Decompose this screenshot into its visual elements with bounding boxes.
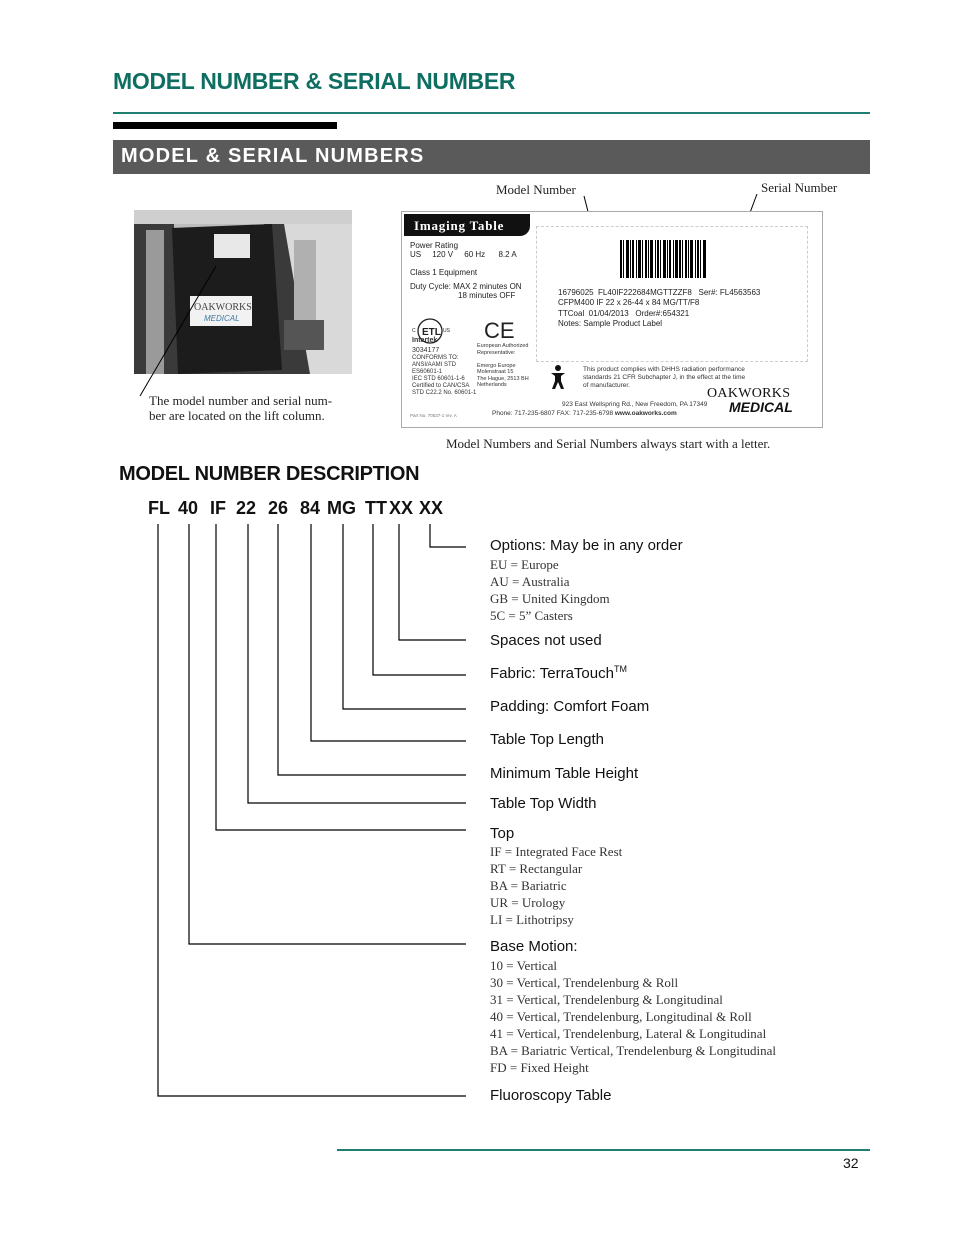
conforms-line: CONFORMS TO: [412, 355, 459, 361]
label-order-line: TTCoal 01/04/2013 Order#:654321 [558, 309, 690, 318]
svg-text:OAKWORKS: OAKWORKS [194, 302, 252, 313]
base-motion-item: FD = Fixed Height [490, 1060, 589, 1075]
eu-rep-line: Netherlands [477, 382, 507, 388]
code-segment-spaces: XX [389, 498, 414, 518]
top-item: BA = Bariatric [490, 878, 567, 893]
page-title: MODEL NUMBER & SERIAL NUMBER [113, 68, 516, 94]
eu-rep-line: Representative: [477, 349, 516, 356]
label-phone-text: Phone: 717-235-6807 FAX: 717-235-6798 [492, 410, 615, 417]
base-motion-item: 41 = Vertical, Trendelenburg, Lateral & Longitudinal [490, 1026, 767, 1041]
base-motion-item: 10 = Vertical [490, 958, 558, 973]
code-segment-length: 84 [300, 498, 321, 518]
top-width-label: Table Top Width [490, 795, 597, 812]
code-segment-base: 40 [178, 498, 199, 518]
code-segment-padding: MG [327, 498, 356, 518]
min-height-label: Minimum Table Height [490, 765, 639, 782]
top-item: UR = Urology [490, 895, 566, 910]
photo-caption-line-2: ber are located on the lift column. [149, 408, 325, 423]
label-address: 923 East Wellspring Rd., New Freedom, PA 17349 [562, 401, 708, 408]
model-number-callout: Model Number [496, 182, 576, 197]
fluoroscopy-label: Fluoroscopy Table [490, 1087, 612, 1104]
svg-text:CE: CE [484, 318, 515, 343]
power-rating-values: US 120 V 60 Hz 8.2 A [410, 250, 517, 259]
top-list [490, 843, 622, 928]
top-item: LI = Lithotripsy [490, 912, 574, 927]
figure-bottom-caption: Model Numbers and Serial Numbers always start with a letter. [446, 436, 771, 451]
options-item: GB = United Kingdom [490, 591, 610, 606]
base-motion-item: 31 = Vertical, Trendelenburg & Longitudinal [490, 992, 723, 1007]
trademark-mark: TM [613, 664, 627, 674]
duty-cycle-on: Duty Cycle: MAX 2 minutes ON [410, 282, 522, 291]
duty-cycle-off: 18 minutes OFF [458, 291, 516, 300]
options-list [490, 556, 610, 624]
logo-oakworks: OAKWORKS [707, 386, 791, 401]
description-heading: MODEL NUMBER DESCRIPTION [119, 463, 420, 485]
top-item: RT = Rectangular [490, 861, 583, 876]
label-header: Imaging Table [414, 218, 505, 233]
code-segment-height: 26 [268, 498, 289, 518]
dhhs-line: of manufacturer. [583, 382, 630, 389]
photo-caption-line-1: The model number and serial num- [149, 393, 333, 408]
serial-number-callout: Serial Number [761, 180, 838, 195]
intertek-label: Intertek [412, 337, 438, 344]
base-motion-item: BA = Bariatric Vertical, Trendelenburg & Longitudinal [490, 1043, 776, 1058]
svg-text:US: US [443, 328, 450, 334]
intertek-number: 3034177 [412, 347, 440, 354]
power-rating-label: Power Rating [410, 241, 459, 250]
code-segment-fl: FL [148, 498, 170, 518]
dhhs-line: This product complies with DHHS radiation performance [583, 366, 745, 373]
dhhs-line: standards 21 CFR Subchapter J, in the effect at the time [583, 374, 746, 381]
section-banner-label: MODEL & SERIAL NUMBERS [121, 145, 425, 167]
fabric-row [490, 664, 627, 682]
code-segment-top: IF [210, 498, 226, 518]
page-number: 32 [843, 1155, 859, 1171]
options-item: AU = Australia [490, 574, 570, 589]
label-notes-line: Notes: Sample Product Label [558, 319, 663, 328]
label-part-number: Part No. 70537-1 rev. A [410, 413, 457, 418]
options-label: Options: May be in any order [490, 537, 683, 554]
base-motion-label: Base Motion: [490, 938, 578, 955]
label-cfpm-line: CFPM400 IF 22 x 26-44 x 84 MG/TT/F8 [558, 298, 700, 307]
conforms-line: STD C22.2 No. 60601-1 [412, 390, 477, 396]
svg-text:C: C [412, 328, 416, 334]
code-segment-options: XX [419, 498, 444, 518]
conforms-line: ANSI/AAMI STD [412, 362, 457, 368]
options-item: EU = Europe [490, 557, 559, 572]
label-website: www.oakworks.com [614, 410, 677, 417]
class-equipment: Class 1 Equipment [410, 268, 478, 277]
svg-text:ETL: ETL [422, 327, 441, 338]
conforms-line: IEC STD 60601-1-6 [412, 376, 465, 382]
logo-medical: MEDICAL [729, 399, 793, 415]
eu-rep-line: European Authorized [477, 343, 529, 349]
eu-rep-line: The Hague, 2513 BH [477, 375, 529, 382]
base-motion-list [490, 957, 776, 1076]
code-segment-fabric: TT [365, 498, 387, 518]
footer-rule [337, 1149, 870, 1151]
conforms-line: Certified to CAN/CSA [412, 383, 470, 389]
label-model-line: 16796025 FL40IF222684MGTTZZF8 Ser#: FL4563563 [558, 288, 761, 297]
options-item: 5C = 5” Casters [490, 608, 573, 623]
conforms-line: ES60601-1 [412, 369, 443, 375]
fabric-label: Fabric: TerraTouch [490, 665, 614, 682]
base-motion-item: 30 = Vertical, Trendelenburg & Roll [490, 975, 679, 990]
eu-rep-line: Emergo Europe [477, 362, 516, 369]
top-item: IF = Integrated Face Rest [490, 844, 623, 859]
svg-text:MEDICAL: MEDICAL [204, 314, 240, 323]
top-length-label: Table Top Length [490, 731, 604, 748]
code-segment-width: 22 [236, 498, 257, 518]
spaces-label: Spaces not used [490, 632, 602, 649]
padding-label: Padding: Comfort Foam [490, 698, 650, 715]
base-motion-item: 40 = Vertical, Trendelenburg, Longitudinal & Roll [490, 1009, 752, 1024]
eu-rep-line: Molenstraat 15 [477, 369, 514, 375]
top-label: Top [490, 825, 515, 842]
